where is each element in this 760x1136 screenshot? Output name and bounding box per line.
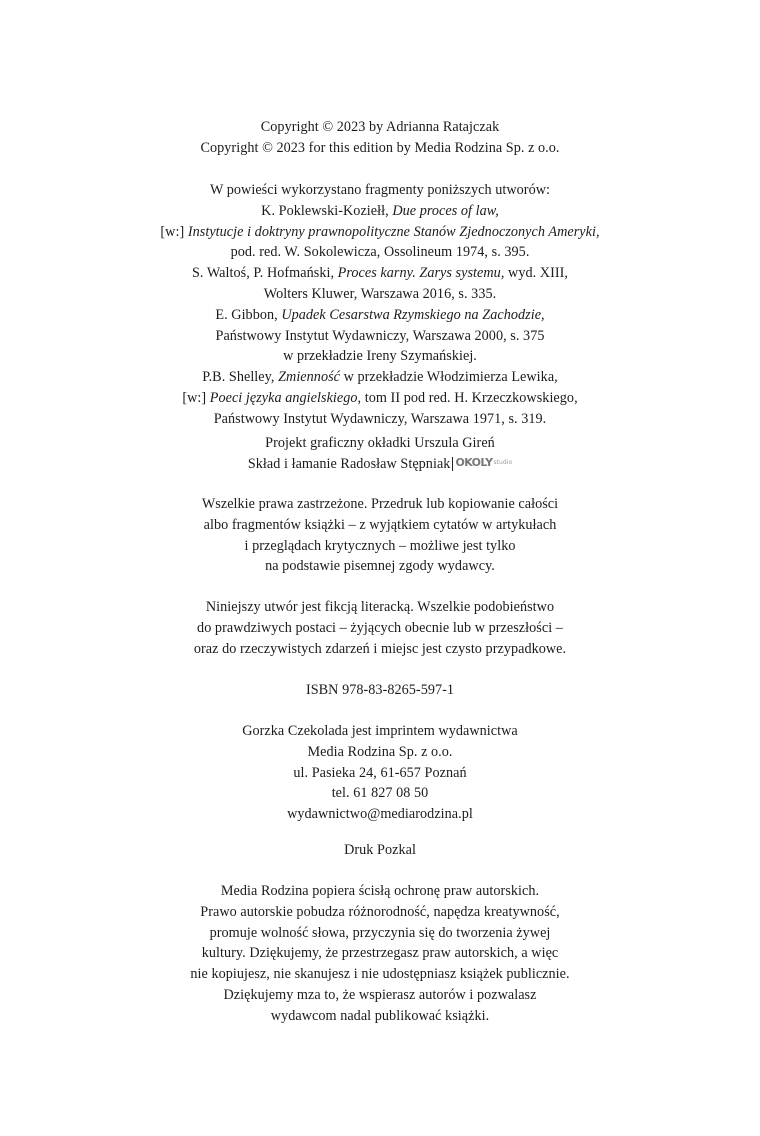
source-4-author: P.B. Shelley,	[202, 369, 279, 386]
source-2-authors: S. Waltoś, P. Hofmański,	[191, 265, 338, 282]
fiction-disclaimer-block	[0, 597, 760, 659]
source-1-in-prefix: [w:]	[160, 223, 188, 240]
sources-intro: W powieści wykorzystano fragmenty poniższych utworów:	[209, 182, 551, 198]
source-3-title: Upadek Cesarstwa Rzymskiego na Zachodzie,	[281, 306, 545, 323]
fiction-line-1: Niniejszy utwór jest fikcją literacką. Wszelkie podobieństwo	[205, 599, 555, 615]
printer: Druk Pozkal	[344, 842, 416, 858]
rights-line-1: Wszelkie prawa zastrzeżone. Przedruk lub kopiowanie całości	[201, 496, 559, 512]
printer-block	[0, 840, 760, 861]
studio-logo-text: OKOLY	[455, 456, 493, 470]
cover-design-credit: Projekt graficzny okładki Urszula Gireń	[265, 435, 495, 451]
source-4-title: Zmienność	[278, 369, 341, 386]
typesetting-credit-line	[0, 454, 760, 475]
rights-line-2: albo fragmentów książki – z wyjątkiem cytatów w artykułach	[203, 516, 557, 533]
design-credits-block	[0, 433, 760, 475]
source-3-details: Państwowy Instytut Wydawniczy, Warszawa 2000, s. 375	[215, 327, 545, 344]
copyright-author: Copyright © 2023 by Adrianna Ratajczak	[260, 119, 500, 135]
copyright-note-line-6: Dziękujemy mza to, że wspierasz autorów i pozwalasz	[223, 986, 537, 1003]
copyright-edition: Copyright © 2023 for this edition by Media Rodzina Sp. z o.o.	[200, 139, 560, 156]
source-3-translator: w przekładzie Ireny Szymańskiej.	[283, 348, 477, 365]
source-2-line-1	[0, 263, 760, 284]
source-4-line-1	[0, 367, 760, 388]
source-2-details: Wolters Kluwer, Warszawa 2016, s. 335.	[263, 285, 497, 302]
publisher-phone: tel. 61 827 08 50	[331, 785, 429, 802]
source-2-title: Proces karny. Zarys systemu	[337, 265, 501, 282]
source-1-line-2	[0, 222, 760, 243]
publisher-block	[0, 721, 760, 825]
copyright-block	[0, 117, 760, 159]
logo-divider	[452, 457, 453, 471]
copyright-note-line-1: Media Rodzina popiera ścisłą ochronę praw autorskich.	[220, 883, 540, 899]
copyright-note-line-4: kultury. Dziękujemy, że przestrzegasz praw autorskich, a więc	[201, 945, 559, 962]
fiction-line-3: oraz do rzeczywistych zdarzeń i miejsc jest czysto przypadkowe.	[193, 640, 567, 657]
rights-line-4: na podstawie pisemnej zgody wydawcy.	[265, 558, 495, 575]
studio-logo-sub: studio	[493, 459, 513, 467]
rights-line-3: i przeglądach krytycznych – możliwe jest tylko	[244, 537, 516, 554]
publisher-imprint: Gorzka Czekolada jest imprintem wydawnictwa	[242, 723, 518, 739]
source-3-author: E. Gibbon,	[215, 306, 282, 323]
source-4-line-2	[0, 388, 760, 409]
publisher-email: wydawnictwo@mediarodzina.pl	[287, 806, 473, 823]
publisher-name: Media Rodzina Sp. z o.o.	[307, 743, 453, 760]
source-1-title: Due proces of law,	[392, 202, 499, 219]
rights-reserved-block	[0, 494, 760, 577]
isbn-block	[0, 680, 760, 701]
copyright-note-block	[0, 881, 760, 1027]
fiction-line-2: do prawdziwych postaci – żyjących obecnie lub w przeszłości –	[197, 619, 563, 636]
source-3-line-1	[0, 305, 760, 326]
copyright-note-line-3: promuje wolność słowa, przyczynia się do tworzenia żywej	[209, 924, 551, 941]
source-4-in-title: Poeci języka angielskiego	[209, 389, 358, 406]
isbn: ISBN 978-83-8265-597-1	[305, 682, 455, 698]
source-4-in-prefix: [w:]	[182, 389, 210, 406]
copyright-note-line-7: wydawcom nadal publikować książki.	[270, 1007, 490, 1024]
source-4-details: Państwowy Instytut Wydawniczy, Warszawa 1971, s. 319.	[213, 410, 547, 427]
source-1-details: pod. red. W. Sokolewicza, Ossolineum 1974, s. 395.	[230, 244, 530, 261]
copyright-note-line-5: nie kopiujesz, nie skanujesz i nie udostępniasz książek publicznie.	[190, 966, 570, 983]
typesetting-credit: Skład i łamanie Radosław Stępniak	[247, 455, 451, 472]
source-4-in-rest: , tom II pod red. H. Krzeczkowskiego,	[357, 389, 578, 406]
source-1-line-1	[0, 201, 760, 222]
source-2-rest: , wyd. XIII,	[500, 265, 569, 282]
source-1-in-title: Instytucje i doktryny prawnopolityczne Stanów Zjednoczonych Ameryki,	[187, 223, 600, 240]
source-1-authors: K. Poklewski-Koziełł,	[261, 202, 393, 219]
publisher-address: ul. Pasieka 24, 61-657 Poznań	[293, 764, 467, 781]
sources-block	[0, 180, 760, 430]
copyright-note-line-2: Prawo autorskie pobudza różnorodność, napędza kreatywność,	[200, 903, 560, 920]
studio-logo	[452, 453, 512, 474]
source-4-rest: w przekładzie Włodzimierza Lewika,	[340, 369, 558, 386]
